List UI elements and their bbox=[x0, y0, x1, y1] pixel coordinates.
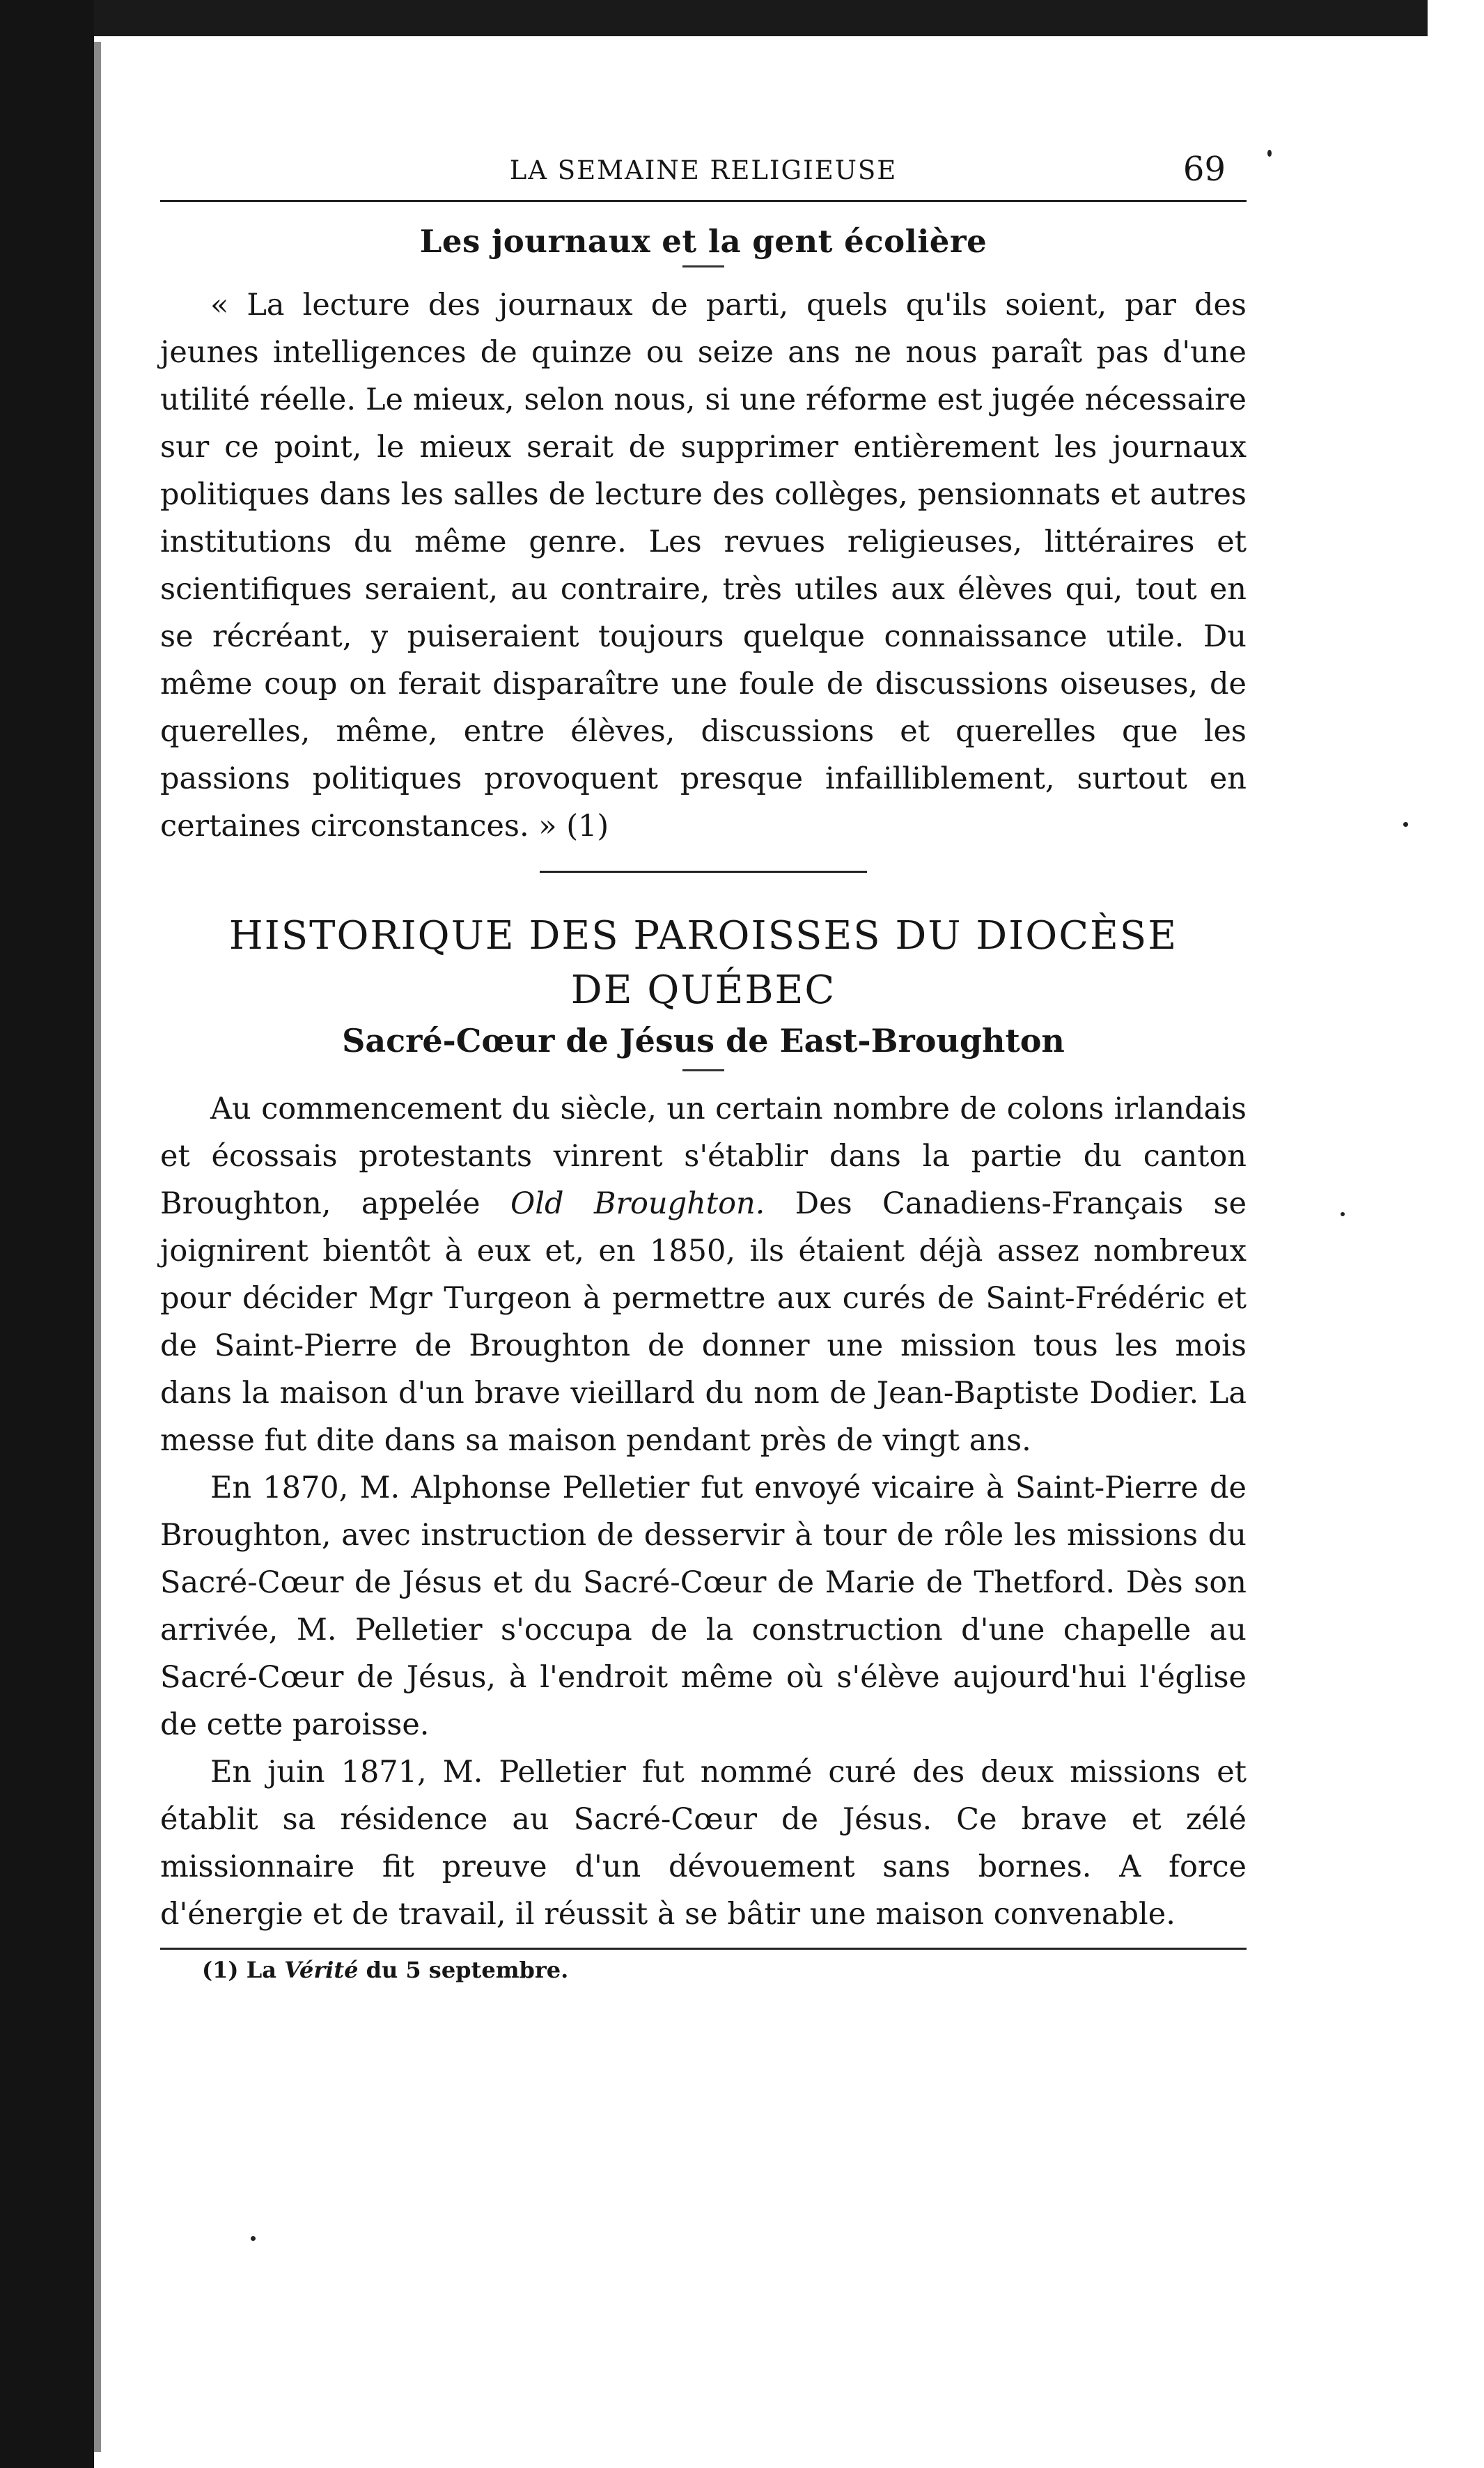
paragraph-1-text-b: Des Canadiens-Français se joignirent bientôt à eux et, en 1850, ils étaient déjà assez nombreux pour décider Mgr Turgeon à permettre aux curés de Saint-Frédéric et de Saint-Pierre de Broughton de donner une mission tous les mois dans la maison d'un brave vieillard du nom de Jean-Baptiste Dodier. La messe fut dite dans sa maison pendant près de vingt ans. bbox=[160, 1186, 1247, 1458]
footnote bbox=[202, 1954, 1247, 1986]
page-number: 69 bbox=[1182, 150, 1226, 189]
footnote-source: Vérité bbox=[284, 1957, 359, 1983]
scan-border-left bbox=[0, 0, 94, 2468]
paragraph-1 bbox=[160, 1085, 1247, 1464]
section-divider bbox=[540, 871, 867, 873]
scan-speck bbox=[1341, 1212, 1345, 1216]
parish-subtitle: Sacré-Cœur de Jésus de East-Broughton bbox=[342, 1022, 1065, 1060]
paragraph-1-text-a: Au commencement du siècle, un certain nombre de colons irlandais et écossais protestants vinrent s'établir dans la partie du canton Broughton, appelée bbox=[160, 1092, 1247, 1221]
paragraph-3: En juin 1871, M. Pelletier fut nommé curé des deux missions et établit sa résidence au Sacré-Cœur de Jésus. Ce brave et zélé missionnaire fit preuve d'un dévouement sans bornes. A force d'énergie et de travail, il réussit à se bâtir une maison convenable. bbox=[160, 1755, 1247, 1932]
footnote-marker: (1) La bbox=[202, 1957, 285, 1983]
article-journaux bbox=[160, 223, 1247, 850]
footnote-rule bbox=[160, 1948, 1247, 1950]
main-heading-line1: HISTORIQUE DES PAROISSES DU DIOCÈSE bbox=[228, 913, 1178, 959]
subtitle-dash bbox=[682, 1069, 724, 1071]
page-header bbox=[160, 150, 1247, 192]
place-name-italic: Old Broughton. bbox=[510, 1186, 765, 1221]
scan-speck bbox=[251, 2236, 256, 2241]
paragraph-2: En 1870, M. Alphonse Pelletier fut envoyé vicaire à Saint-Pierre de Broughton, avec instruction de desservir à tour de rôle les missions du Sacré-Cœur de Jésus et du Sacré-Cœur de Marie de Thetford. Dès son arrivée, M. Pelletier s'occupa de la construction d'une chapelle au Sacré-Cœur de Jésus, à l'endroit même où s'élève aujourd'hui l'église de cette paroisse. bbox=[160, 1470, 1247, 1742]
article-historique bbox=[160, 909, 1247, 1938]
footnote-date: du 5 septembre. bbox=[358, 1957, 569, 1983]
scan-border-top bbox=[0, 0, 1428, 36]
scan-speck bbox=[1267, 150, 1272, 157]
page bbox=[160, 150, 1247, 1986]
header-rule bbox=[160, 200, 1247, 202]
main-heading bbox=[160, 909, 1247, 1018]
article-title: Les journaux et la gent écolière bbox=[419, 223, 987, 260]
scan-speck bbox=[1403, 822, 1408, 827]
running-title: LA SEMAINE RELIGIEUSE bbox=[509, 155, 898, 185]
main-heading-line2: DE QUÉBEC bbox=[570, 968, 836, 1013]
scan-shadow bbox=[94, 42, 101, 2452]
article-paragraph: « La lecture des journaux de parti, quels qu'ils soient, par des jeunes intelligences de quinze ou seize ans ne nous paraît pas d'une utilité réelle. Le mieux, selon nous, si une réforme est jugée nécessaire sur ce point, le mieux serait de supprimer entièrement les journaux politiques dans les salles de lecture des collèges, pensionnats et autres institutions du même genre. Les revues religieuses, littéraires et scientifiques seraient, au contraire, très utiles aux élèves qui, tout en se récréant, y puiseraient toujours quelque connaissance utile. Du même coup on ferait disparaître une foule de discussions oiseuses, de querelles, même, entre élèves, discussions et querelles que les passions politiques provoquent presque infailliblement, surtout en certaines circonstances. » (1) bbox=[160, 288, 1247, 844]
title-dash bbox=[682, 265, 724, 267]
